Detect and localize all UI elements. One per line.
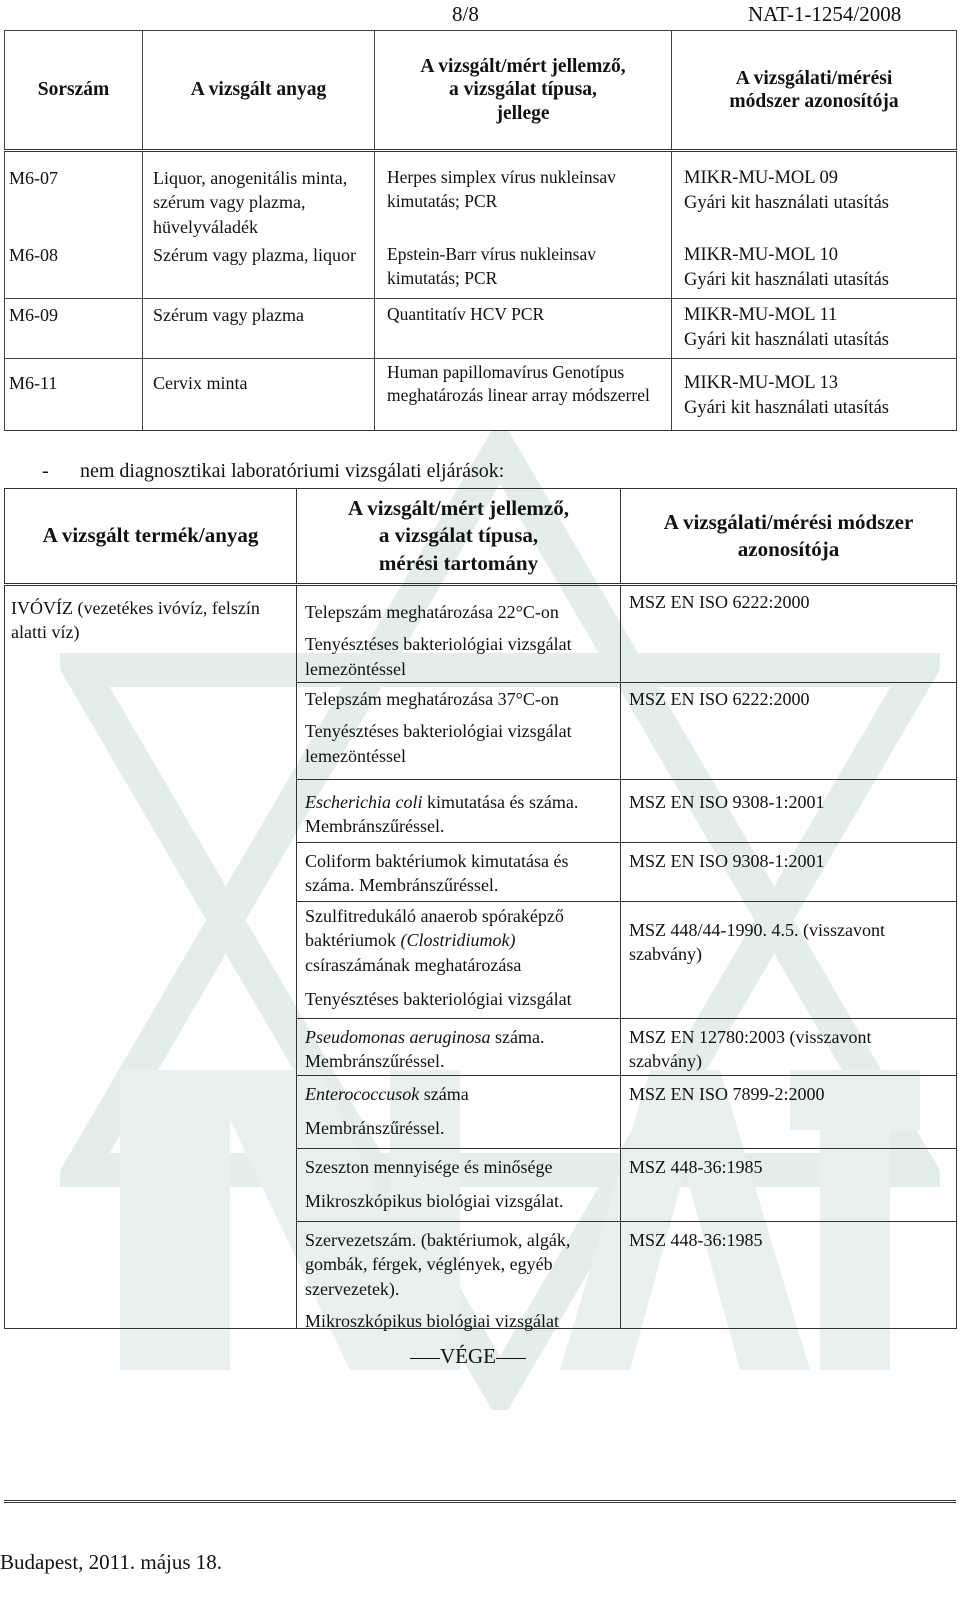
footer-date: Budapest, 2011. május 18.: [0, 1550, 223, 1574]
method-cell: MSZ EN 12780:2003 (visszavont szabvány): [621, 1019, 957, 1076]
page-number: 8/8: [452, 2, 479, 26]
row-test: Epstein-Barr vírus nukleinsav kimutatás; PCR: [375, 239, 672, 299]
col-header-product: A vizsgált termék/anyag: [5, 489, 297, 585]
end-marker: VÉGE: [410, 1344, 526, 1369]
col-header-material: A vizsgált anyag: [143, 31, 375, 151]
method-cell: MSZ EN ISO 9308-1:2001: [621, 843, 957, 902]
document-id: NAT-1-1254/2008: [748, 2, 902, 26]
row-test: Herpes simplex vírus nukleinsav kimutatás; PCR: [375, 151, 672, 239]
table-row: Szulfitredukáló anaerob spóraképző baktériumok (Clostridiumok) csíraszámának meghatározása Tenyésztéses bakteriológiai vizsgálat: [297, 902, 621, 1019]
table-row: Pseudomonas aeruginosa száma. Membránszűréssel.: [297, 1019, 621, 1076]
water-test-table: [4, 488, 957, 1329]
table-row: Enterococcusok száma Membránszűréssel.: [297, 1076, 621, 1149]
row-material: Cervix minta: [143, 359, 375, 431]
row-test: Human papillomavírus Genotípus meghatározás linear array módszerrel: [375, 359, 672, 431]
row-id: M6-07: [5, 151, 143, 239]
method-cell: MSZ EN ISO 9308-1:2001: [621, 780, 957, 843]
method-cell: MSZ EN ISO 6222:2000: [621, 683, 957, 780]
col-header-test: A vizsgált/mért jellemző, a vizsgálat típusa, jellege: [375, 31, 672, 151]
table-row: Telepszám meghatározása 37°C-on Tenyésztéses bakteriológiai vizsgálat lemezöntéssel: [297, 683, 621, 780]
col-header-method: A vizsgálati/mérési módszer azonosítója: [621, 489, 957, 585]
test-methods-table: [4, 30, 957, 431]
col-header-test: A vizsgált/mért jellemző, a vizsgálat típusa, mérési tartomány: [297, 489, 621, 585]
col-header-number: Sorszám: [5, 31, 143, 151]
table-row: Szervezetszám. (baktériumok, algák, gombák, férgek, véglények, egyéb szervezetek). Mikroszkópikus biológiai vizsgálat: [297, 1222, 621, 1329]
row-method: MIKR-MU-MOL 11 Gyári kit használati utasítás: [672, 299, 957, 359]
footer-divider: [4, 1500, 956, 1503]
table-row: Escherichia coli kimutatása és száma. Membránszűréssel.: [297, 780, 621, 843]
method-cell: MSZ EN ISO 6222:2000: [621, 585, 957, 683]
table-row: [5, 151, 957, 239]
row-id: M6-11: [5, 359, 143, 431]
method-cell: MSZ 448-36:1985: [621, 1149, 957, 1222]
row-method: MIKR-MU-MOL 13 Gyári kit használati utasítás: [672, 359, 957, 431]
row-material: Szérum vagy plazma, liquor: [143, 239, 375, 299]
table-row: Telepszám meghatározása 22°C-on Tenyésztéses bakteriológiai vizsgálat lemezöntéssel: [297, 585, 621, 683]
row-method: MIKR-MU-MOL 09 Gyári kit használati utasítás: [672, 151, 957, 239]
table-row: Coliform baktériumok kimutatása és száma. Membránszűréssel.: [297, 843, 621, 902]
row-id: M6-09: [5, 299, 143, 359]
row-material: Szérum vagy plazma: [143, 299, 375, 359]
tested-material: IVÓVÍZ (vezetékes ivóvíz, felszín alatti víz): [5, 585, 297, 1329]
row-method: MIKR-MU-MOL 10 Gyári kit használati utasítás: [672, 239, 957, 299]
table-row: [5, 299, 957, 359]
row-test: Quantitatív HCV PCR: [375, 299, 672, 359]
method-cell: MSZ EN ISO 7899-2:2000: [621, 1076, 957, 1149]
method-cell: MSZ 448/44-1990. 4.5. (visszavont szabvány): [621, 902, 957, 1019]
table-row: [5, 359, 957, 431]
table-row: [5, 239, 957, 299]
row-id: M6-08: [5, 239, 143, 299]
method-cell: MSZ 448-36:1985: [621, 1222, 957, 1329]
section-heading: - nem diagnosztikai laboratóriumi vizsgálati eljárások:: [42, 460, 505, 482]
col-header-method: A vizsgálati/mérési módszer azonosítója: [672, 31, 957, 151]
table-row: Szeszton mennyisége és minősége Mikroszkópikus biológiai vizsgálat.: [297, 1149, 621, 1222]
row-material: Liquor, anogenitális minta, szérum vagy plazma, hüvelyváladék: [143, 151, 375, 239]
